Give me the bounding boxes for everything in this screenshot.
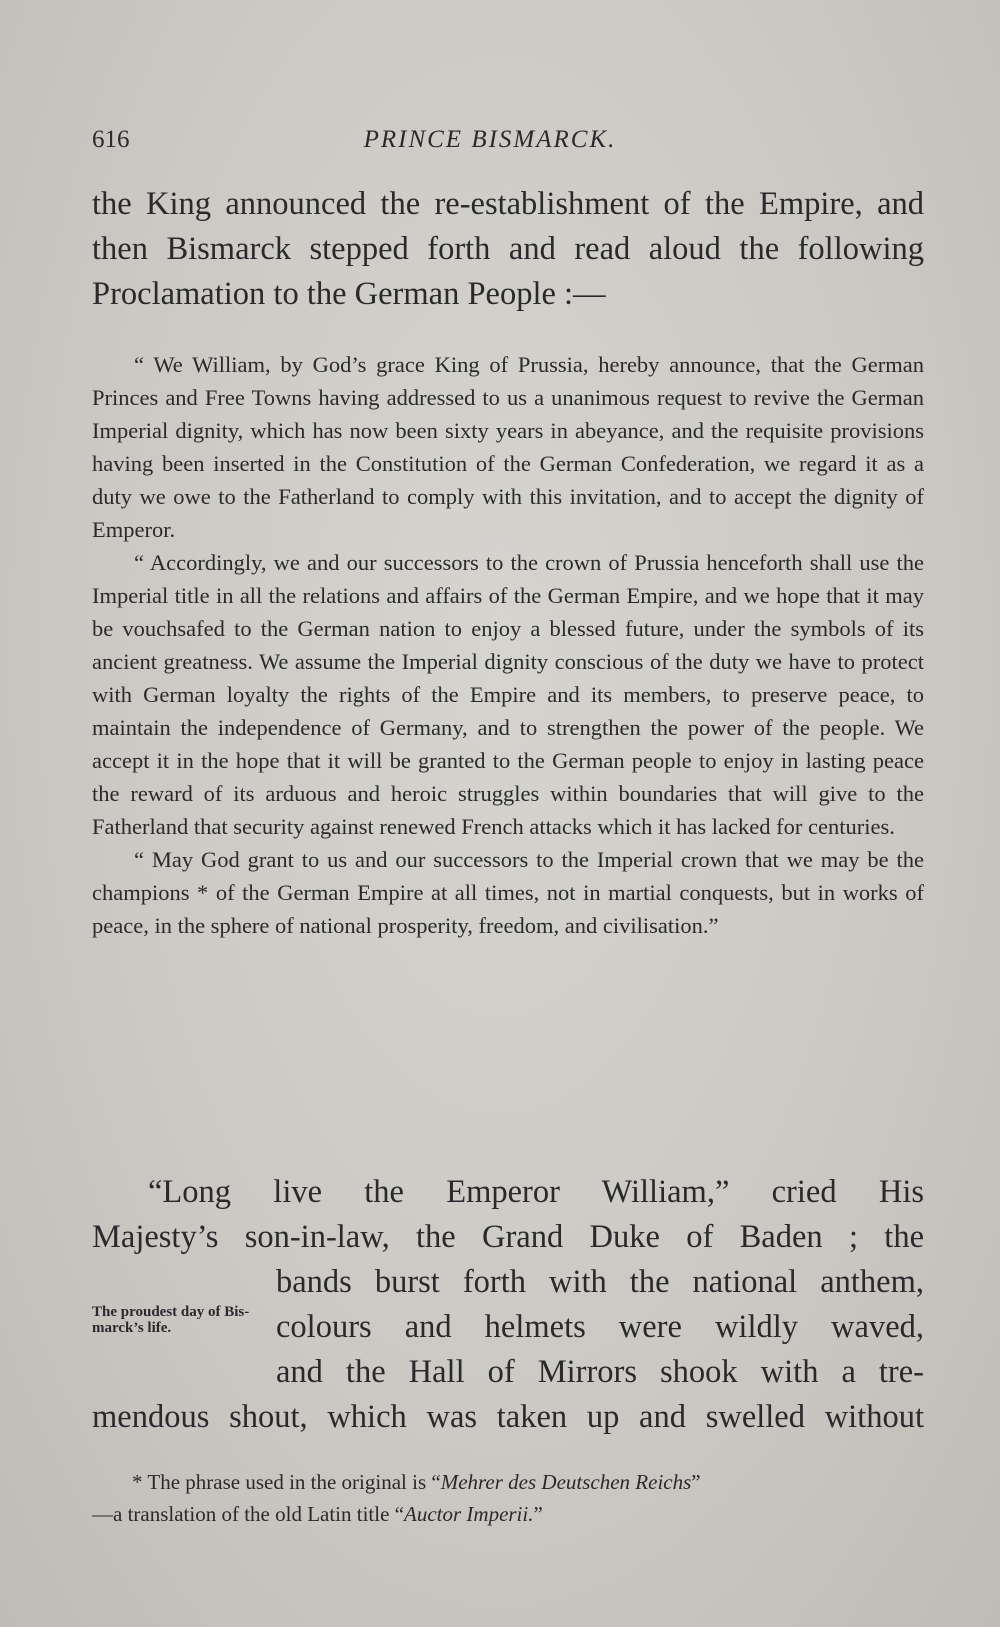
closing-line-2: Majesty’s son-in-law, the Grand Duke of Baden ; the bbox=[92, 1219, 924, 1255]
proclamation-paragraph-1: “ We William, by God’s grace King of Prussia, hereby announce, that the German Princes and Free Towns having addressed to us a unanimous request to revive the German Imperial dignity, which has now been sixty years in abeyance, and the requisite provisions having been inserted in the Constitution of the German Confederation, we regard it as a duty we owe to the Fatherland to comply with this invitation, and to accept the dignity of Emperor. bbox=[92, 352, 924, 542]
intro-paragraph: the King announced the re-establishment of the Empire, and then Bismarck stepped forth and read aloud the following Proclamation to the German People :— bbox=[92, 186, 924, 312]
page-header bbox=[92, 122, 888, 162]
closing-line-4: colours and helmets were wildly waved, bbox=[276, 1309, 924, 1345]
footnote-line-2-prefix: —a translation of the old Latin title “ bbox=[92, 1502, 404, 1526]
footnote-line-2 bbox=[92, 1498, 924, 1530]
footnote-latin-title: Auctor Imperii. bbox=[404, 1502, 534, 1526]
footnote bbox=[92, 1466, 924, 1530]
footnote-line-1-suffix: ” bbox=[691, 1470, 701, 1494]
closing-line-6: mendous shout, which was taken up and swelled without bbox=[92, 1399, 924, 1435]
closing-line-3: bands burst forth with the national anthem, bbox=[276, 1264, 924, 1300]
footnote-line-1-prefix: * The phrase used in the original is “ bbox=[132, 1470, 441, 1494]
page-number: 616 bbox=[92, 126, 130, 153]
footnote-line-1 bbox=[92, 1466, 924, 1498]
margin-note: The proudest day of Bis-marck’s life. bbox=[92, 1304, 250, 1336]
proclamation-quote bbox=[92, 348, 924, 942]
footnote-line-2-suffix: ” bbox=[533, 1502, 543, 1526]
closing-line-1: “Long live the Emperor William,” cried His bbox=[148, 1174, 924, 1210]
closing-line-5: and the Hall of Mirrors shook with a tre- bbox=[276, 1354, 924, 1390]
running-title: PRINCE BISMARCK. bbox=[363, 126, 617, 153]
proclamation-paragraph-2: “ Accordingly, we and our successors to the crown of Prussia henceforth shall use the Imperial title in all the relations and affairs of the German Empire, and we hope that it may be vouchsafed to the German nation to enjoy a blessed future, under the symbols of its ancient greatness. We assume the Imperial dignity conscious of the duty we have to protect with German loyalty the rights of the Empire and its members, to preserve peace, to maintain the independence of Germany, and to strengthen the power of the people. We accept it in the hope that it will be granted to the German people to enjoy in lasting peace the reward of its arduous and heroic struggles within boundaries that will give to the Fatherland that security against renewed French attacks which it has lacked for centuries. bbox=[92, 550, 924, 839]
proclamation-paragraph-3: “ May God grant to us and our successors to the Imperial crown that we may be the champions * of the German Empire at all times, not in martial conquests, but in works of peace, in the sphere of national prosperity, freedom, and civilisation.” bbox=[92, 847, 924, 938]
footnote-original-phrase: Mehrer des Deutschen Reichs bbox=[440, 1470, 692, 1494]
